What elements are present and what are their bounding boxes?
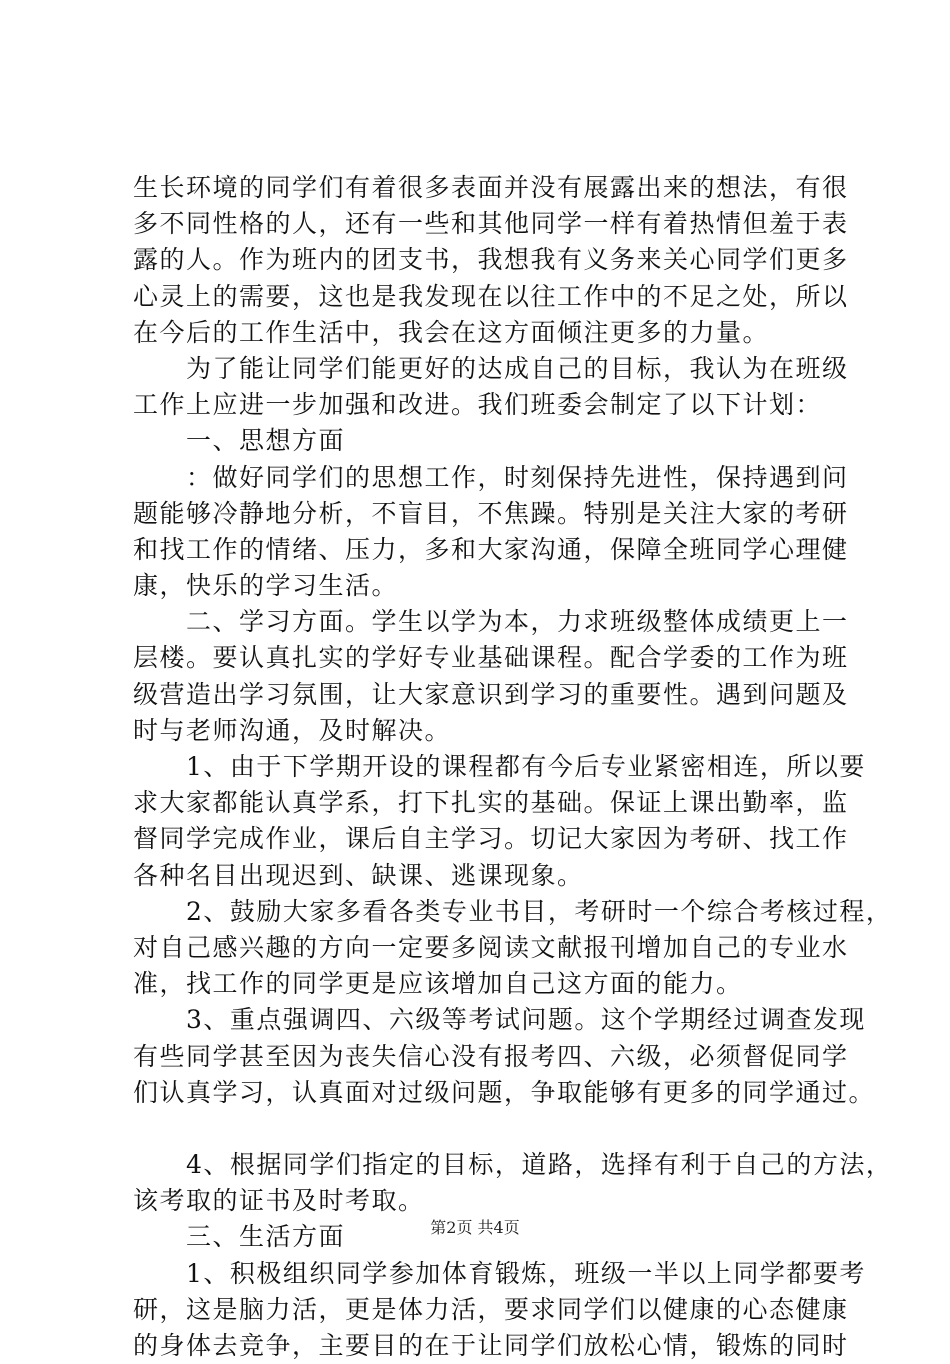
text-line: 生长环境的同学们有着很多表面并没有展露出来的想法，有很 [133,173,849,202]
text-line: 康，快乐的学习生活。 [133,571,399,601]
text-line: 工作上应进一步加强和改进。我们班委会制定了以下计划： [133,390,823,420]
text-line: 三、生活方面 [133,1222,346,1252]
text-line: 在今后的工作生活中，我会在这方面倾注更多的力量。 [133,317,770,347]
text-line: 4、根据同学们指定的目标，道路，选择有利于自己的方法， [133,1150,893,1180]
page-footer: 第2页 共4页 [430,1218,520,1237]
text-line: 的身体去竞争，主要目的在于让同学们放松心情，锻炼的同时 [133,1331,849,1360]
text-line: 研，这是脑力活，更是体力活，要求同学们以健康的心态健康 [133,1294,849,1324]
text-line: 各种名目出现迟到、缺课、逃课现象。 [133,860,584,890]
body-text [133,170,893,1364]
text-line: 一、思想方面 [133,426,346,456]
text-line: 露的人。作为班内的团支书，我想我有义务来关心同学们更多 [133,245,849,275]
text-line: 督同学完成作业，课后自主学习。切记大家因为考研、找工作 [133,824,849,854]
text-line: 准，找工作的同学更是应该增加自己这方面的能力。 [133,969,743,999]
text-line: 2、鼓励大家多看各类专业书目，考研时一个综合考核过程， [133,896,893,926]
text-line: 1、积极组织同学参加体育锻炼，班级一半以上同学都要考 [133,1258,866,1288]
text-line: 层楼。要认真扎实的学好专业基础课程。配合学委的工作为班 [133,643,849,673]
text-line: 1、由于下学期开设的课程都有今后专业紧密相连，所以要 [133,752,866,781]
text-line: 该考取的证书及时考取。 [133,1186,425,1216]
text-line: 为了能让同学们能更好的达成自己的目标，我认为在班级 [133,353,849,383]
text-line: 3、重点强调四、六级等考试问题。这个学期经过调查发现 [133,1005,866,1035]
text-line: 求大家都能认真学系，打下扎实的基础。保证上课出勤率，监 [133,788,849,818]
text-line: 二、学习方面。学生以学为本，力求班级整体成绩更上一 [133,607,849,637]
text-line: 们认真学习，认真面对过级问题，争取能够有更多的同学通过。 [133,1077,876,1107]
text-line: 对自己感兴趣的方向一定要多阅读文献报刊增加自己的专业水 [133,932,849,962]
text-line: ：做好同学们的思想工作，时刻保持先进性，保持遇到问 [133,462,849,492]
text-line: 题能够冷静地分析，不盲目，不焦躁。特别是关注大家的考研 [133,498,849,528]
blank-line [133,1111,823,1147]
text-line: 多不同性格的人，还有一些和其他同学一样有着热情但羞于表 [133,209,849,239]
text-line: 和找工作的情绪、压力，多和大家沟通，保障全班同学心理健 [133,534,849,564]
text-line: 有些同学甚至因为丧失信心没有报考四、六级，必须督促同学 [133,1041,849,1071]
text-line: 级营造出学习氛围，让大家意识到学习的重要性。遇到问题及 [133,679,849,709]
text-line: 时与老师沟通，及时解决。 [133,715,452,745]
text-line: 心灵上的需要，这也是我发现在以往工作中的不足之处，所以 [133,281,849,311]
